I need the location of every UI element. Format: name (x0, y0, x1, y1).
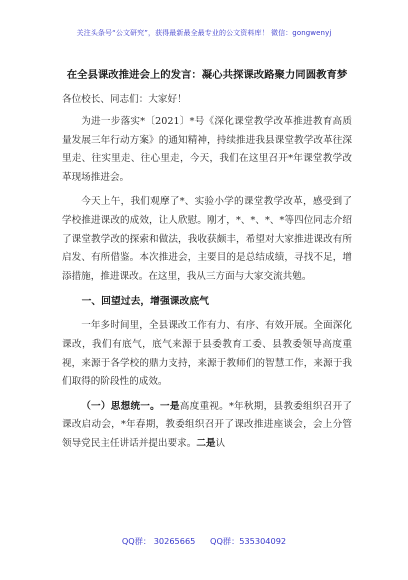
subsection-point-title: 高度重视。 (179, 400, 229, 412)
document-title: 在全县课改推进会上的发言：凝心共探课改路聚力同圆教育梦 (66, 69, 348, 81)
footer-banner (0, 536, 408, 547)
section-heading: 一、回望过去，增强课改底气 (81, 296, 209, 308)
footer-qq-group-1: QQ群： 30265665 (121, 536, 196, 546)
last-paragraph (62, 398, 352, 454)
salutation: 各位校长、同志们：大家好！ (62, 94, 187, 105)
paragraph-2: 今天上午，我们观摩了*、实验小学的课堂教学改革，感受到了学校推进课改的成效，让人欣慰。刚才，*、*、*、*等四位同志介绍了课堂教学改的探索和做法，我收获颇丰，希望对大家推进课改有所启发、有所借鉴。本次推进会，主要目的是总结成绩，寻找不足，增添措施，推进课改。在这里，我从三方面与大家交流共勉。 (62, 196, 352, 282)
footer-qq-group-2: QQ群：535304092 (210, 536, 287, 546)
subsection-lead: （一）思想统一。 (81, 400, 161, 412)
document-page (62, 64, 352, 460)
paragraph-1: 为进一步落实*〔2021〕*号《深化课堂教学改革推进教育高质量发展三年行动方案》的通知精神，持续推进我县课堂教学改革往深里走、往实里走、往心里走，今天，我们在这里召开*年课堂教学改革现场推进会。 (62, 116, 352, 183)
subsection-tail: 认 (215, 437, 226, 449)
section-paragraph: 一年多时间里，全县课改工作有力、有序、有效开展。全面深化课改，我们有底气，底气来源于县委教育工委、县教委领导高度重视，来源于各学校的鼎力支持，来源于教师们的智慧工作，来源于我们取得的阶段性的成效。 (62, 320, 352, 388)
header-banner: 关注头条号“公文研究”，获得最新最全最专业的公文资料库！ 微信：gongwenyj (76, 29, 332, 37)
subsection-text: *年秋期，县教委组织召开了课改启动会，*年春期，教委组织召开了课改推进座谈会，会上分管领导党民主任讲话并提出要求。 (62, 400, 353, 449)
subsection-next-label: 二是 (196, 437, 216, 449)
subsection-point-label: 一是 (160, 400, 180, 412)
